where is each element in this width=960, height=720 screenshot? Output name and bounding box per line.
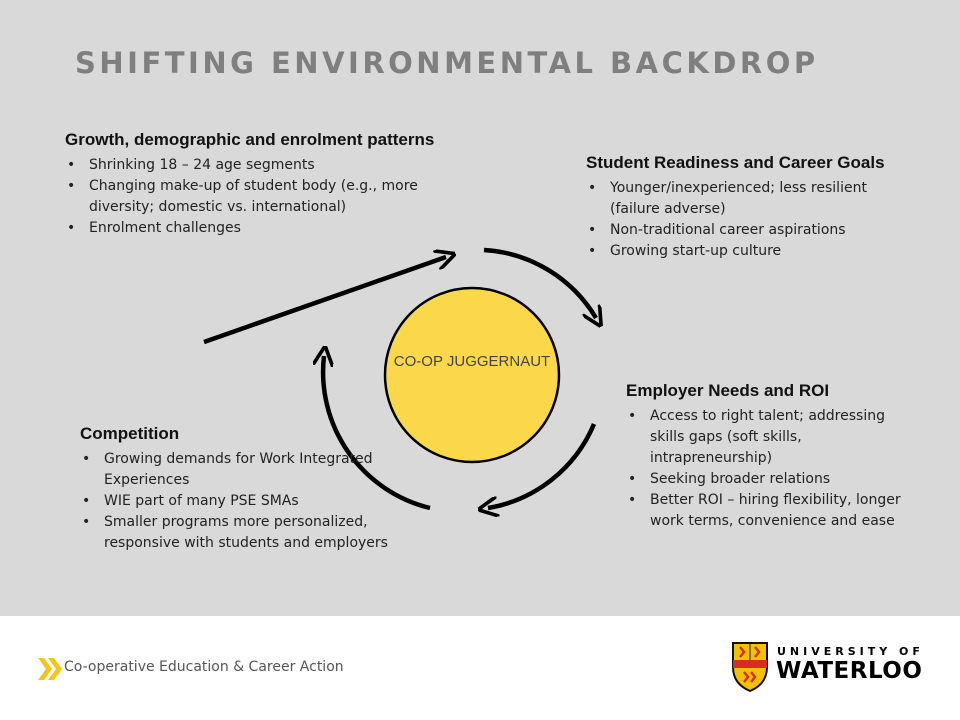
competition-bullet: • WIE part of many PSE SMAs — [80, 491, 405, 512]
growth-bullet: • Shrinking 18 – 24 age segments — [65, 155, 465, 176]
student-bullet: • Growing start-up culture — [586, 241, 916, 262]
logo-waterloo: WATERLOO — [776, 658, 923, 684]
growth-bullet: • Changing make-up of student body (e.g., more diversity; domestic vs. international) — [65, 176, 465, 218]
employer-heading: Employer Needs and ROI — [626, 381, 830, 400]
center-circle — [385, 288, 559, 462]
employer-bullet: • Seeking broader relations — [626, 469, 916, 490]
employer-bullet: • Access to right talent; addressing skills gaps (soft skills, intrapreneurship) — [626, 406, 916, 469]
student-section — [586, 153, 916, 262]
slide-title: SHIFTING ENVIRONMENTAL BACKDROP — [75, 46, 819, 80]
student-bullet: • Non-traditional career aspirations — [586, 220, 916, 241]
competition-heading: Competition — [80, 424, 180, 443]
competition-section — [80, 424, 405, 554]
student-bullet-list — [586, 178, 916, 262]
competition-bullet-list — [80, 449, 405, 554]
employer-bullet: • Better ROI – hiring flexibility, longer work terms, convenience and ease — [626, 490, 916, 532]
growth-section — [65, 130, 465, 239]
footer-text: Co-operative Education & Career Action — [64, 659, 344, 675]
growth-bullet-list — [65, 155, 465, 239]
university-crest-icon — [731, 641, 769, 693]
growth-bullet: • Enrolment challenges — [65, 218, 465, 239]
employer-section — [626, 381, 916, 532]
student-heading: Student Readiness and Career Goals — [586, 153, 885, 172]
competition-bullet: • Growing demands for Work Integrated Experiences — [80, 449, 405, 491]
employer-bullet-list — [626, 406, 916, 532]
growth-heading: Growth, demographic and enrolment patterns — [65, 130, 435, 149]
competition-bullet: • Smaller programs more personalized, responsive with students and employers — [80, 512, 405, 554]
double-chevron-icon — [36, 656, 64, 682]
logo-university-of: UNIVERSITY OF — [777, 645, 924, 658]
center-label: CO-OP JUGGERNAUT — [393, 353, 551, 370]
student-bullet: • Younger/inexperienced; less resilient (failure adverse) — [586, 178, 916, 220]
